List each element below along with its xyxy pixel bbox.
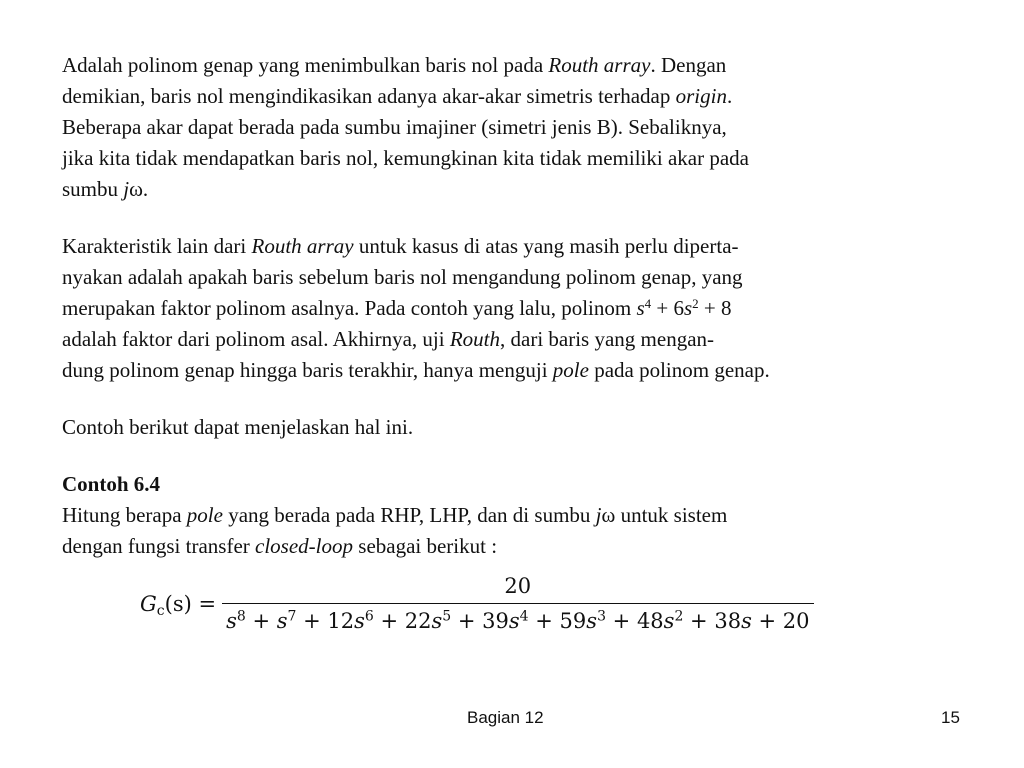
paragraph-2-line-1: Karakteristik lain dari Routh array untuk kasus di atas yang masih perlu diperta- bbox=[62, 234, 739, 258]
denominator-term: + $39s^4$ bbox=[451, 608, 529, 633]
denominator-term: + $59s^3$ bbox=[528, 608, 606, 633]
paragraph-2-line-3: merupakan faktor polinom asalnya. Pada contoh yang lalu, polinom $s^4 + 6s^2 + 8$ bbox=[62, 295, 732, 320]
footer-section-label: Bagian 12 bbox=[467, 708, 544, 727]
transfer-function-formula bbox=[140, 574, 814, 633]
denominator-term: + $s^7$ bbox=[245, 608, 297, 633]
denominator-term: + 38s bbox=[683, 609, 752, 633]
slide-content bbox=[62, 50, 962, 562]
paragraph-1-line-3: Beberapa akar dapat berada pada sumbu imajiner (simetri jenis B). Sebaliknya, bbox=[62, 115, 727, 139]
paragraph-2-line-5: dung polinom genap hingga baris terakhir, hanya menguji pole pada polinom genap. bbox=[62, 358, 770, 382]
denominator-term: + $48s^2$ bbox=[605, 608, 684, 633]
example-line-2: dengan fungsi transfer closed-loop sebagai berikut : bbox=[62, 534, 498, 558]
paragraph-1-line-5: sumbu jω. bbox=[62, 177, 149, 201]
formula-denominator bbox=[222, 603, 813, 633]
formula-fraction bbox=[222, 574, 813, 633]
denominator-term: + $22s^5$ bbox=[373, 608, 452, 633]
denominator-term: + $12s^6$ bbox=[296, 608, 374, 633]
paragraph-1-line-2: demikian, baris nol mengindikasikan adanya akar-akar simetris terhadap origin. bbox=[62, 84, 733, 108]
paragraph-1-line-4: jika kita tidak mendapatkan baris nol, kemungkinan kita tidak memiliki akar pada bbox=[62, 146, 749, 170]
denominator-term: + 20 bbox=[751, 609, 810, 633]
example-line-1: Hitung berapa pole yang berada pada RHP, LHP, dan di sumbu jω untuk sistem bbox=[62, 503, 728, 527]
example-heading: Contoh 6.4 bbox=[62, 472, 161, 496]
paragraph-1-line-1: Adalah polinom genap yang menimbulkan baris nol pada Routh array. Dengan bbox=[62, 53, 727, 77]
denominator-term: $s^8$ bbox=[226, 608, 246, 633]
paragraph-3: Contoh berikut dapat menjelaskan hal ini. bbox=[62, 415, 414, 439]
page-number: 15 bbox=[941, 708, 960, 727]
paragraph-2-line-4: adalah faktor dari polinom asal. Akhirnya, uji Routh, dari baris yang mengan- bbox=[62, 327, 715, 351]
formula-lhs: $G_c(s)$ = bbox=[140, 591, 217, 619]
paragraph-2-line-2: nyakan adalah apakah baris sebelum baris nol mengandung polinom genap, yang bbox=[62, 265, 743, 289]
formula-numerator: 20 bbox=[504, 574, 532, 598]
